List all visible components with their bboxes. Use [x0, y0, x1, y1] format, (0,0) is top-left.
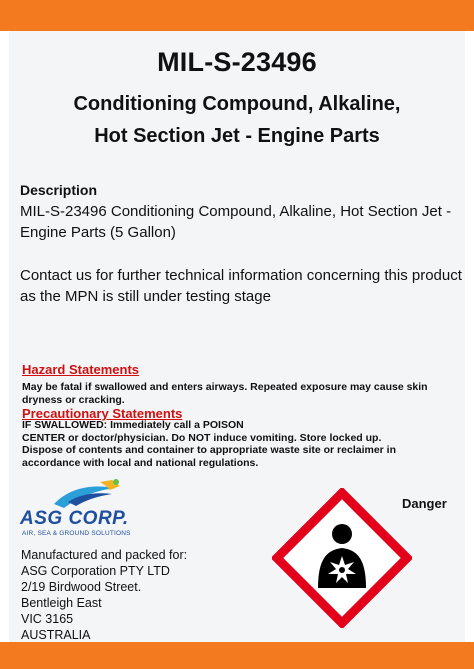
product-subtitle-line2: Hot Section Jet - Engine Parts — [94, 125, 380, 147]
manufacturer-block — [21, 547, 187, 643]
manufacturer-company: ASG Corporation PTY LTD — [21, 564, 170, 578]
logo-name: ASG CORP. — [20, 508, 129, 529]
contact-note: Contact us for further technical information concerning this product as the MPN is still under testing stage — [20, 267, 462, 305]
precautionary-line-1: IF SWALLOWED: Immediately call a POISON — [22, 419, 244, 431]
precautionary-line-2: CENTER or doctor/physician. Do NOT induce vomiting. Store locked up. — [22, 431, 382, 444]
manufacturer-suburb: Bentleigh East — [21, 596, 102, 610]
product-title: MIL-S-23496 — [157, 47, 317, 77]
description-heading: Description — [20, 182, 98, 198]
hazard-statements-heading: Hazard Statements — [22, 362, 140, 377]
precautionary-statements-heading: Precautionary Statements — [22, 406, 183, 421]
bottom-orange-band — [0, 642, 474, 669]
health-hazard-pictogram-icon — [272, 488, 412, 628]
manufacturer-state-postcode: VIC 3165 — [21, 612, 74, 626]
precautionary-statements-text — [22, 419, 452, 469]
manufacturer-street: 2/19 Birdwood Street. — [21, 580, 142, 594]
logo-swoosh-icon — [50, 478, 126, 510]
signal-word: Danger — [402, 496, 447, 511]
company-logo — [20, 478, 160, 542]
top-orange-band — [0, 0, 474, 31]
description-text: MIL-S-23496 Conditioning Compound, Alkaline, Hot Section Jet - Engine Parts (5 Gallon) — [20, 203, 452, 241]
product-subtitle-line1: Conditioning Compound, Alkaline, — [73, 93, 401, 115]
manufacturer-intro: Manufactured and packed for: — [21, 548, 188, 562]
logo-tagline: AIR, SEA & GROUND SOLUTIONS — [22, 530, 131, 537]
hazard-statements-text: May be fatal if swallowed and enters airways. Repeated exposure may cause skin dryness or cracking. — [22, 381, 428, 406]
manufacturer-country: AUSTRALIA — [21, 628, 91, 642]
precautionary-line-3: Dispose of contents and container to appropriate waste site or reclaimer in accordance with local and national regulations. — [22, 444, 397, 469]
